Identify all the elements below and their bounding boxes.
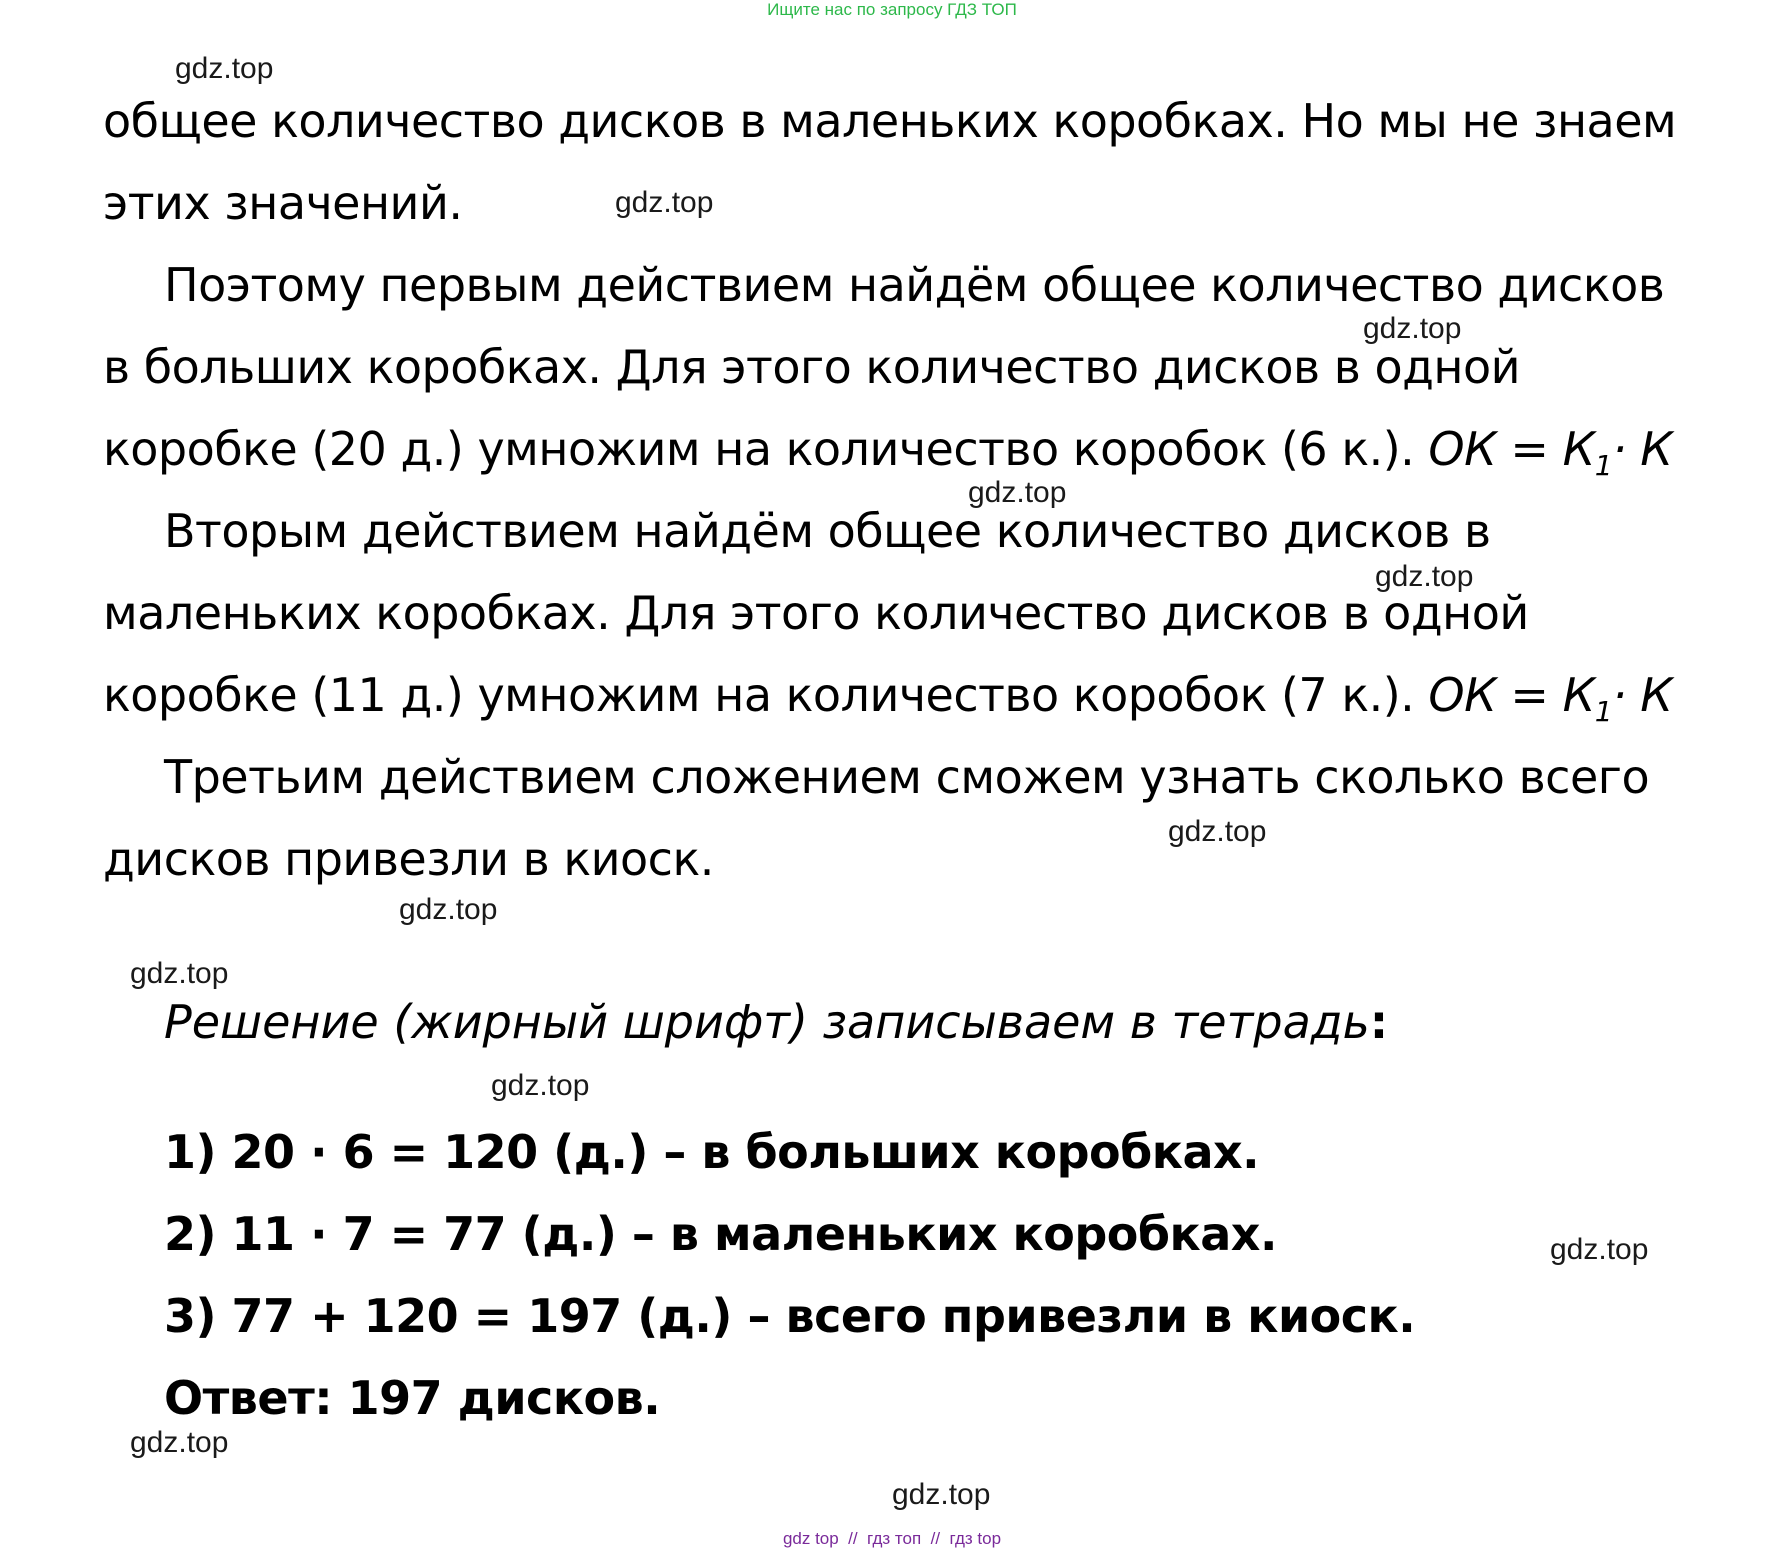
watermark: gdz.top — [615, 186, 714, 219]
top-banner: Ищите нас по запросу ГДЗ ТОП — [767, 0, 1017, 19]
paragraph-line: общее количество дисков в маленьких коробках. Но мы не знаем — [103, 94, 1677, 148]
paragraph-text: коробке (20 д.) умножим на количество коробок (6 к.). — [103, 422, 1415, 476]
paragraph-line: Поэтому первым действием найдём общее количество дисков — [164, 258, 1665, 312]
formula-lhs: ОК = К — [1428, 668, 1595, 722]
watermark: gdz.top — [399, 893, 498, 926]
solution-step-1: 1) 20 · 6 = 120 (д.) – в больших коробках. — [164, 1125, 1260, 1179]
watermark: gdz.top — [130, 1426, 229, 1459]
solution-heading-text: Решение (жирный шрифт) записываем в тетрадь — [164, 995, 1370, 1049]
paragraph-text: коробке (11 д.) умножим на количество коробок (7 к.). — [103, 668, 1415, 722]
formula-subscript: 1 — [1594, 449, 1613, 483]
watermark: gdz.top — [968, 476, 1067, 509]
solution-heading-colon: : — [1369, 995, 1389, 1049]
footer-links[interactable]: gdz top // гдз топ // гдз top — [782, 1529, 1002, 1548]
paragraph-line: в больших коробках. Для этого количество дисков в одной — [103, 340, 1521, 394]
paragraph-line: Третьим действием сложением сможем узнать сколько всего — [164, 750, 1650, 804]
solution-step-2: 2) 11 · 7 = 77 (д.) – в маленьких коробках. — [164, 1207, 1277, 1261]
paragraph-line: Вторым действием найдём общее количество дисков в — [164, 504, 1491, 558]
solution-heading — [164, 995, 1388, 1049]
formula-lhs: ОК = К — [1428, 422, 1595, 476]
paragraph-line: маленьких коробках. Для этого количество дисков в одной — [103, 586, 1529, 640]
watermark: gdz.top — [175, 52, 274, 85]
watermark: gdz.top — [1363, 312, 1462, 345]
watermark: gdz.top — [892, 1478, 991, 1511]
formula — [1428, 422, 1673, 483]
formula-subscript: 1 — [1594, 695, 1613, 729]
watermark: gdz.top — [491, 1069, 590, 1102]
solution-answer: Ответ: 197 дисков. — [164, 1371, 661, 1425]
watermark: gdz.top — [1375, 560, 1474, 593]
formula-rhs: · К — [1612, 668, 1673, 722]
formula-rhs: · К — [1612, 422, 1673, 476]
watermark: gdz.top — [1550, 1233, 1649, 1266]
watermark: gdz.top — [1168, 815, 1267, 848]
paragraph-line: этих значений. — [103, 176, 463, 230]
paragraph-line — [103, 422, 1673, 483]
formula — [1428, 668, 1673, 729]
watermark: gdz.top — [130, 957, 229, 990]
paragraph-line — [103, 668, 1673, 729]
solution-step-3: 3) 77 + 120 = 197 (д.) – всего привезли в киоск. — [164, 1289, 1416, 1343]
paragraph-line: дисков привезли в киоск. — [103, 832, 714, 886]
